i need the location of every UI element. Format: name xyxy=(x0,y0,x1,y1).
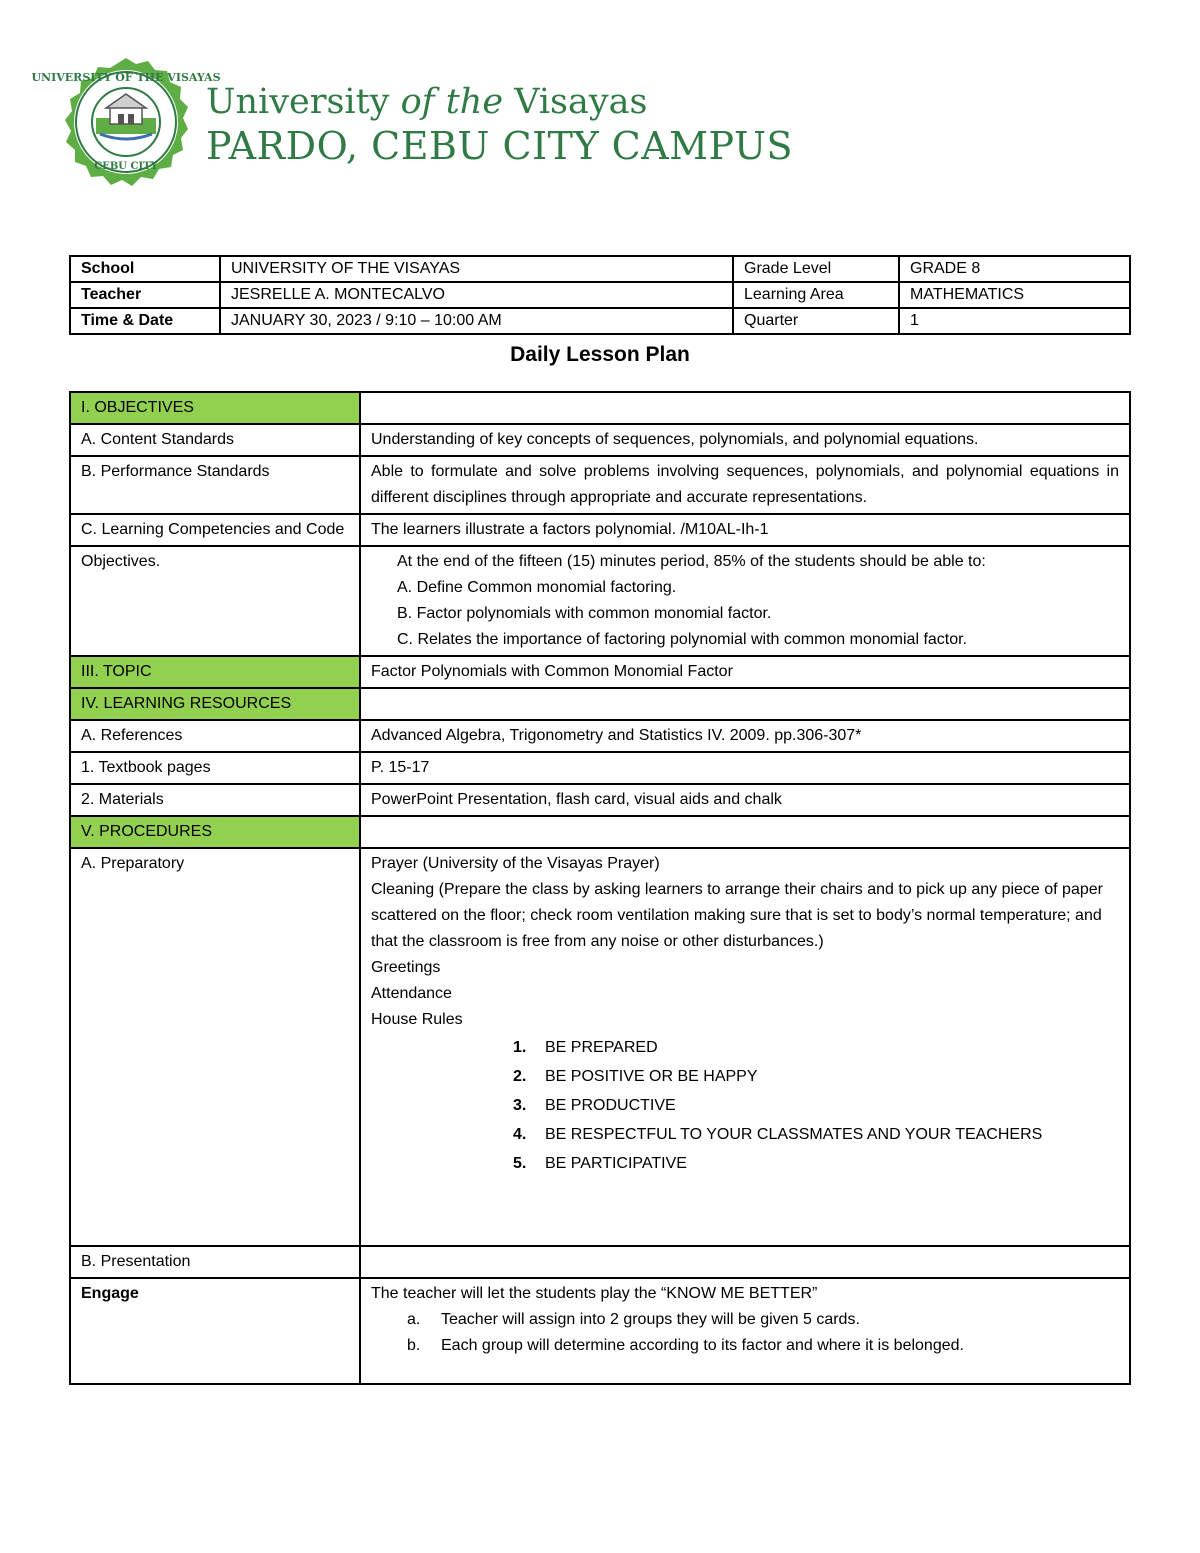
step-text: Each group will determine according to its factor and where it is belonged. xyxy=(441,1337,964,1354)
textbook-value: P. 15-17 xyxy=(360,752,1130,784)
topic-value: Factor Polynomials with Common Monomial Factor xyxy=(360,656,1130,688)
school-label: School xyxy=(70,256,220,282)
objectives-intro: At the end of the fifteen (15) minutes period, 85% of the students should be able to: xyxy=(397,553,986,570)
rule-text: BE POSITIVE OR BE HAPPY xyxy=(545,1068,758,1085)
list-item xyxy=(407,1307,1119,1333)
rule-number: 5. xyxy=(513,1155,527,1172)
list-item xyxy=(513,1091,1119,1120)
rule-text: BE PREPARED xyxy=(545,1039,658,1056)
materials-value: PowerPoint Presentation, flash card, visual aids and chalk xyxy=(360,784,1130,816)
table-row xyxy=(70,848,1130,1246)
info-table xyxy=(69,255,1131,335)
quarter-value: 1 xyxy=(899,308,1130,334)
table-row xyxy=(70,752,1130,784)
empty-cell xyxy=(360,816,1130,848)
university-name-part3: Visayas xyxy=(503,82,648,122)
table-row xyxy=(70,546,1130,656)
house-rules-list xyxy=(371,1033,1119,1178)
teacher-value: JESRELLE A. MONTECALVO xyxy=(220,282,733,308)
table-row xyxy=(70,720,1130,752)
letterhead xyxy=(31,48,860,198)
table-row xyxy=(70,1278,1130,1384)
table-row xyxy=(70,282,1130,308)
rule-number: 4. xyxy=(513,1126,527,1143)
textbook-label: 1. Textbook pages xyxy=(70,752,360,784)
table-row xyxy=(70,308,1130,334)
area-value: MATHEMATICS xyxy=(899,282,1130,308)
campus-name: PARDO, CEBU CITY CAMPUS xyxy=(206,124,794,168)
objective-a: A. Define Common monomial factoring. xyxy=(397,579,677,596)
table-row xyxy=(70,1246,1130,1278)
engage-steps xyxy=(371,1307,1119,1359)
engage-intro: The teacher will let the students play the “KNOW ME BETTER” xyxy=(371,1285,818,1302)
preparatory-label: A. Preparatory xyxy=(70,848,360,1246)
list-item xyxy=(513,1033,1119,1062)
prayer-text: Prayer (University of the Visayas Prayer) xyxy=(371,855,660,872)
greetings-text: Greetings xyxy=(371,959,441,976)
objectives-list xyxy=(360,546,1130,656)
topic-heading: III. TOPIC xyxy=(70,656,360,688)
attendance-text: Attendance xyxy=(371,985,452,1002)
page-title: Daily Lesson Plan xyxy=(510,343,690,366)
resources-heading: IV. LEARNING RESOURCES xyxy=(70,688,360,720)
rule-text: BE PARTICIPATIVE xyxy=(545,1155,687,1172)
step-letter: a. xyxy=(407,1311,421,1328)
rule-text: BE PRODUCTIVE xyxy=(545,1097,676,1114)
lesson-plan-table xyxy=(69,391,1131,1385)
university-name xyxy=(206,82,647,122)
seal-top-text: UNIVERSITY OF THE VISAYAS xyxy=(31,71,221,84)
list-item xyxy=(513,1149,1119,1178)
presentation-label: B. Presentation xyxy=(70,1246,360,1278)
objective-b: B. Factor polynomials with common monomial factor. xyxy=(397,605,772,622)
university-name-part2: of the xyxy=(400,82,504,122)
table-row xyxy=(70,688,1130,720)
table-row xyxy=(70,784,1130,816)
table-row xyxy=(70,424,1130,456)
table-row xyxy=(70,514,1130,546)
rule-text: BE RESPECTFUL TO YOUR CLASSMATES AND YOUR TEACHERS xyxy=(545,1126,1043,1143)
time-label: Time & Date xyxy=(70,308,220,334)
competencies-label: C. Learning Competencies and Code xyxy=(70,514,360,546)
university-name-part1: University xyxy=(206,82,401,122)
university-seal-logo xyxy=(31,48,221,196)
rule-number: 1. xyxy=(513,1039,527,1056)
teacher-label: Teacher xyxy=(70,282,220,308)
area-label: Learning Area xyxy=(733,282,899,308)
objectives-label: Objectives. xyxy=(70,546,360,656)
cleaning-text: Cleaning (Prepare the class by asking learners to arrange their chairs and to pick up any piece of paper scattered on the floor; check room ventilation making sure that is set to body’s normal temperature; and that the classroom is free from any noise or other disturbances.) xyxy=(371,881,1103,950)
rule-number: 3. xyxy=(513,1097,527,1114)
grade-label: Grade Level xyxy=(733,256,899,282)
grade-value: GRADE 8 xyxy=(899,256,1130,282)
list-item xyxy=(513,1120,1119,1149)
engage-content xyxy=(360,1278,1130,1384)
materials-label: 2. Materials xyxy=(70,784,360,816)
empty-cell xyxy=(360,688,1130,720)
content-standards-value: Understanding of key concepts of sequences, polynomials, and polynomial equations. xyxy=(360,424,1130,456)
list-item xyxy=(513,1062,1119,1091)
table-row xyxy=(70,656,1130,688)
rule-number: 2. xyxy=(513,1068,527,1085)
step-text: Teacher will assign into 2 groups they will be given 5 cards. xyxy=(441,1311,860,1328)
performance-standards-label: B. Performance Standards xyxy=(70,456,360,514)
references-value: Advanced Algebra, Trigonometry and Statistics IV. 2009. pp.306-307* xyxy=(360,720,1130,752)
references-label: A. References xyxy=(70,720,360,752)
list-item xyxy=(407,1333,1119,1359)
step-letter: b. xyxy=(407,1337,421,1354)
objectives-heading: I. OBJECTIVES xyxy=(70,392,360,424)
quarter-label: Quarter xyxy=(733,308,899,334)
table-row xyxy=(70,392,1130,424)
competencies-value: The learners illustrate a factors polynomial. /M10AL-Ih-1 xyxy=(360,514,1130,546)
empty-cell xyxy=(360,392,1130,424)
empty-cell xyxy=(360,1246,1130,1278)
preparatory-content xyxy=(360,848,1130,1246)
house-rules-text: House Rules xyxy=(371,1011,463,1028)
time-value: JANUARY 30, 2023 / 9:10 – 10:00 AM xyxy=(220,308,733,334)
school-value: UNIVERSITY OF THE VISAYAS xyxy=(220,256,733,282)
table-row xyxy=(70,456,1130,514)
table-row xyxy=(70,816,1130,848)
content-standards-label: A. Content Standards xyxy=(70,424,360,456)
objective-c: C. Relates the importance of factoring polynomial with common monomial factor. xyxy=(397,631,968,648)
seal-bottom-text: CEBU CITY xyxy=(94,161,158,172)
performance-standards-value: Able to formulate and solve problems involving sequences, polynomials, and polynomial equations in different disciplines through appropriate and accurate representations. xyxy=(360,456,1130,514)
procedures-heading: V. PROCEDURES xyxy=(70,816,360,848)
table-row xyxy=(70,256,1130,282)
engage-label: Engage xyxy=(70,1278,360,1384)
